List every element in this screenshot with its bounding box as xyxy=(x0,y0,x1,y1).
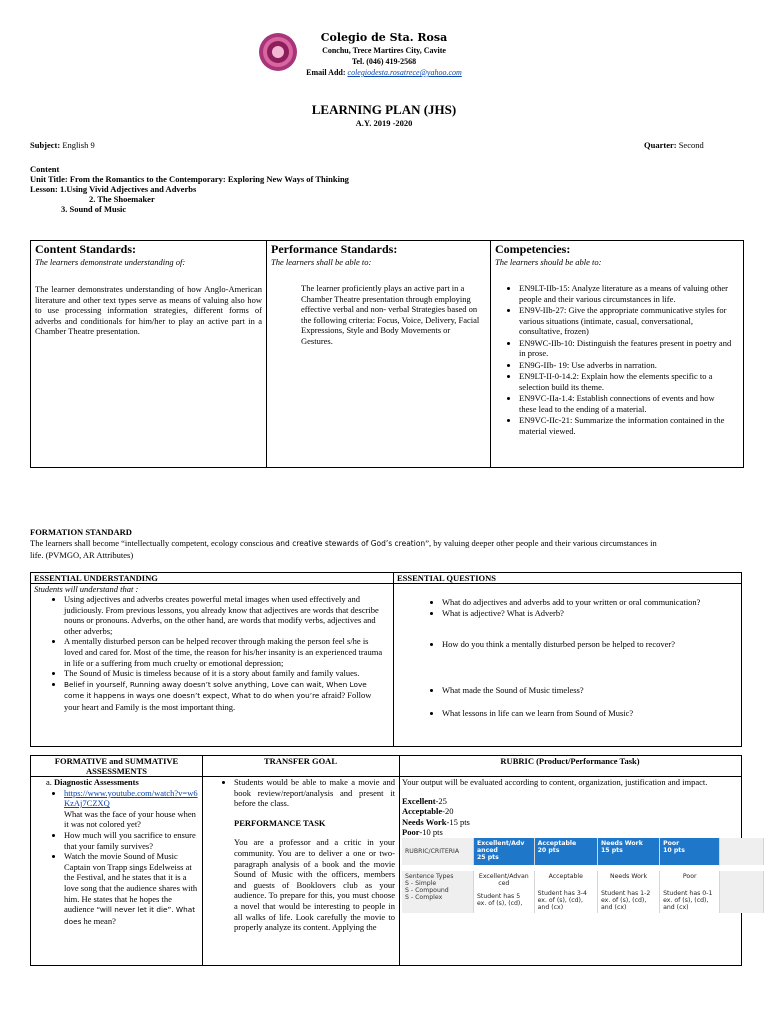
transfer-goal-col xyxy=(202,756,400,965)
rubric-header-acceptable: Acceptable 20 pts xyxy=(534,838,597,868)
essential-table xyxy=(30,572,742,747)
eq-item: • What lessons in life can we learn from Sound of Music? xyxy=(442,708,741,719)
rubric-header-poor: Poor 10 pts xyxy=(660,838,720,868)
formation-part-3: ”, by valuing deeper other people and their various circumstances in xyxy=(425,538,657,548)
email-link[interactable]: colegiodesta.rosatrece@yahoo.com xyxy=(347,68,462,77)
formation-line-2: life. (PVMGO, AR Attributes) xyxy=(30,549,134,560)
eu-intro: Students will understand that : xyxy=(34,584,139,594)
competency-item: • EN9G-IIb- 19: Use adverbs in narration. xyxy=(519,360,733,371)
competencies-sub: The learners should be able to: xyxy=(495,257,602,267)
assessments-col xyxy=(31,756,203,965)
content-standards-sub: The learners demonstrate understanding of: xyxy=(35,257,186,267)
subject-line xyxy=(30,140,95,150)
diag-question-3c: he mean? xyxy=(81,915,116,926)
diag-question-3 xyxy=(64,851,198,927)
school-address: Conchu, Trece Martires City, Cavite xyxy=(322,46,446,55)
rubric-header-blank xyxy=(720,838,764,868)
formation-part-1: The learners shall become “intellectually competent, ecology conscious xyxy=(30,538,274,548)
scale-excellent: Excellent-25 xyxy=(402,795,447,806)
eu-last-a: Belief in yourself, Running away doesn’t solve anything, Love can wait, When Love come it happens in ways one doesn’t expect, What to do when you’re xyxy=(64,679,367,701)
diag-question-3a: Watch the movie Sound of Music Captain von Trapp sings Edelweiss at the Festival, and he states that it is a love song that the audience shares with him. He states that he hopes the audience xyxy=(64,851,198,915)
content-standards-heading: Content Standards: xyxy=(35,242,137,256)
eu-last-b: afraid? Follow your heart and Family is the most important thing. xyxy=(64,690,372,712)
diagnostic-letter: a. xyxy=(46,777,52,787)
eu-item: • Using adjectives and adverbs creates powerful metal images when used effectively and judiciously. From previous lessons, you already know that adjectives are words that describe nouns or pronouns. Adverbs, on the other hand, are words that modify verbs, adjectives and other adverbs; xyxy=(64,594,389,636)
rubric-cell-poor: Poor Student has 0-1 ex. of (s), (cd), and (cx) xyxy=(660,868,720,913)
content-standards-body: The learner demonstrates understanding of how Anglo-American literature and other text types serve as means of valuing also how to use processing information strategies, different forms of adverbs and conditionals for him/her to play an active part in a Chamber Theatre presentation. xyxy=(35,284,262,336)
standards-table xyxy=(30,240,744,468)
rubric-criteria-header: RUBRIC/CRITERIA xyxy=(402,838,473,868)
diagnostic-heading: Diagnostic Assessments xyxy=(54,777,139,787)
youtube-link[interactable]: https://www.youtube.com/watch?v=w6KzAj7CZXQ xyxy=(64,787,198,809)
rubric-row-label: Sentence Types S - Simple S - Compound S - Complex xyxy=(402,868,473,913)
email-label: Email Add: xyxy=(306,68,346,77)
eq-list-1 xyxy=(394,597,741,618)
competencies-col xyxy=(491,241,743,467)
performance-standards-body: The learner proficiently plays an active part in a Chamber Theatre presentation through employing effective verbal and non- verbal Strategies based on the following criteria: Focus, Voice, Delivery, Facial Expressions, Style and Body Movements or Gestures. xyxy=(301,283,480,346)
content-block xyxy=(30,164,349,214)
competency-item: • EN9VC-IIc-21: Summarize the information contained in the material viewed. xyxy=(519,415,733,436)
eu-item: • The Sound of Music is timeless because of it is a story about family and family values. xyxy=(64,668,389,679)
school-email-line xyxy=(0,68,768,77)
rubric-intro: Your output will be evaluated according to content, organization, justification and impact. xyxy=(402,777,708,787)
quarter-line xyxy=(644,140,704,150)
performance-task-heading: PERFORMANCE TASK xyxy=(234,817,326,828)
performance-task-text: You are a professor and a critic in your community. You are to deliver a one or two-paragraph analysis of a book and the movie Sound of Music with the officers, members and guests of Booklovers club as your audience. To prepare for this, you must choose a novel that would be interesting to people in all walks of life. Look carefully the movie to properly analyze its content. Applying the xyxy=(234,837,395,933)
eq-item: • What do adjectives and adverbs add to your written or oral communication? xyxy=(442,597,741,608)
essential-understanding-heading: ESSENTIAL UNDERSTANDING xyxy=(31,573,393,584)
rubric-cell-acceptable: Acceptable Student has 3-4 ex. of (s), (cd), and (cx) xyxy=(534,868,597,913)
competencies-list xyxy=(495,283,739,436)
diag-question-2: • How much will you sacrifice to ensure that your family survives? xyxy=(64,830,198,851)
quarter-label: Quarter: xyxy=(644,140,677,150)
scale-acceptable: Acceptable-20 xyxy=(402,806,454,817)
rubric-header-needs-work: Needs Work 15 pts xyxy=(597,838,659,868)
formation-part-2: and creative stewards of God’s creation xyxy=(275,539,426,548)
essential-questions-heading: ESSENTIAL QUESTIONS xyxy=(394,573,741,584)
scale-poor: Poor-10 pts xyxy=(402,827,443,838)
eq-item: • What made the Sound of Music timeless? xyxy=(442,685,741,696)
quarter-value: Second xyxy=(678,140,704,150)
school-tel: Tel. (046) 419-2568 xyxy=(351,57,417,66)
lesson-3: 3. Sound of Music xyxy=(61,204,127,214)
subject-label: Subject: xyxy=(30,140,61,150)
eu-item: • A mentally disturbed person can be helped recover through making the person feel s/he is loved and cared for. Most of the time, the reason for his/her insanity is an experienced trauma in life or a suffering from much cruelty or emotional depression; xyxy=(64,636,389,668)
lesson-2: 2. The Shoemaker xyxy=(89,194,155,204)
transfer-goal-item: • Students would be able to make a movie and book review/report/analysis and present it before the class. xyxy=(234,777,395,809)
performance-standards-heading: Performance Standards: xyxy=(271,242,398,256)
unit-title: Unit Title: From the Romantics to the Contemporary: Exploring New Ways of Thinking xyxy=(30,174,349,184)
scale-needs-work: Needs Work-15 pts xyxy=(402,816,470,827)
lesson-1: Lesson: 1.Using Vivid Adjectives and Adverbs xyxy=(30,184,197,194)
content-label: Content xyxy=(30,164,60,174)
eu-item xyxy=(64,679,389,713)
diag-question-3b: “will never let it die”. What does xyxy=(64,905,196,926)
eq-item: • What is adjective? What is Adverb? xyxy=(442,608,741,619)
competency-item: • EN9LT-II-0-14.2: Explain how the elements specific to a selection build its theme. xyxy=(519,371,733,392)
academic-year: A.Y. 2019 -2020 xyxy=(355,118,413,128)
competency-item: • EN9V-IIb-27: Give the appropriate communicative styles for various situations (intimate, casual, conversational, consultative, frozen) xyxy=(519,305,733,337)
rubric-cell-blank xyxy=(720,868,764,913)
eq-item: • How do you think a mentally disturbed person be helped to recover? xyxy=(442,639,741,650)
rubric-cell-needs-work: Needs Work Student has 1-2 ex. of (s), (cd), and (cx) xyxy=(597,868,659,913)
content-standards-col xyxy=(31,241,267,467)
competency-item: • EN9VC-IIa-1.4: Establish connections of events and how these lead to the ending of a material. xyxy=(519,393,733,414)
formation-text xyxy=(30,538,742,560)
rubric-table xyxy=(402,838,764,913)
formation-heading: FORMATION STANDARD xyxy=(30,527,132,537)
eq-list-4 xyxy=(394,708,741,719)
eq-list-2 xyxy=(394,639,741,650)
diagnostic-line xyxy=(46,777,198,788)
subject-value: English 9 xyxy=(62,140,95,150)
competencies-heading: Competencies: xyxy=(495,242,571,256)
competency-item: • EN9LT-IIb-15: Analyze literature as a means of valuing other people and their various circumstances in life. xyxy=(519,283,733,304)
performance-standards-sub: The learners shall be able to: xyxy=(271,257,372,267)
youtube-link-item xyxy=(64,788,198,830)
rubric-heading: RUBRIC (Product/Performance Task) xyxy=(500,756,640,766)
essential-understanding-col xyxy=(31,573,394,746)
essential-questions-col xyxy=(394,573,741,746)
competency-item: • EN9WC-IIb-10: Distinguish the features present in poetry and in prose. xyxy=(519,338,733,359)
assessments-heading: FORMATIVE and SUMMATIVE ASSESSMENTS xyxy=(31,756,202,777)
rubric-cell-excellent: Excellent/Advan ced Student has 5 ex. of (s), (cd), xyxy=(473,868,534,913)
eq-list-3 xyxy=(394,685,741,696)
school-name: Colegio de Sta. Rosa xyxy=(320,31,448,44)
diag-question-1: What was the face of your house when it was not colored yet? xyxy=(64,808,196,830)
transfer-goal-heading: TRANSFER GOAL xyxy=(202,756,399,777)
page-title: LEARNING PLAN (JHS) xyxy=(311,102,457,117)
performance-standards-col xyxy=(267,241,491,467)
rubric-header-excellent: Excellent/Adv anced 25 pts xyxy=(473,838,534,868)
